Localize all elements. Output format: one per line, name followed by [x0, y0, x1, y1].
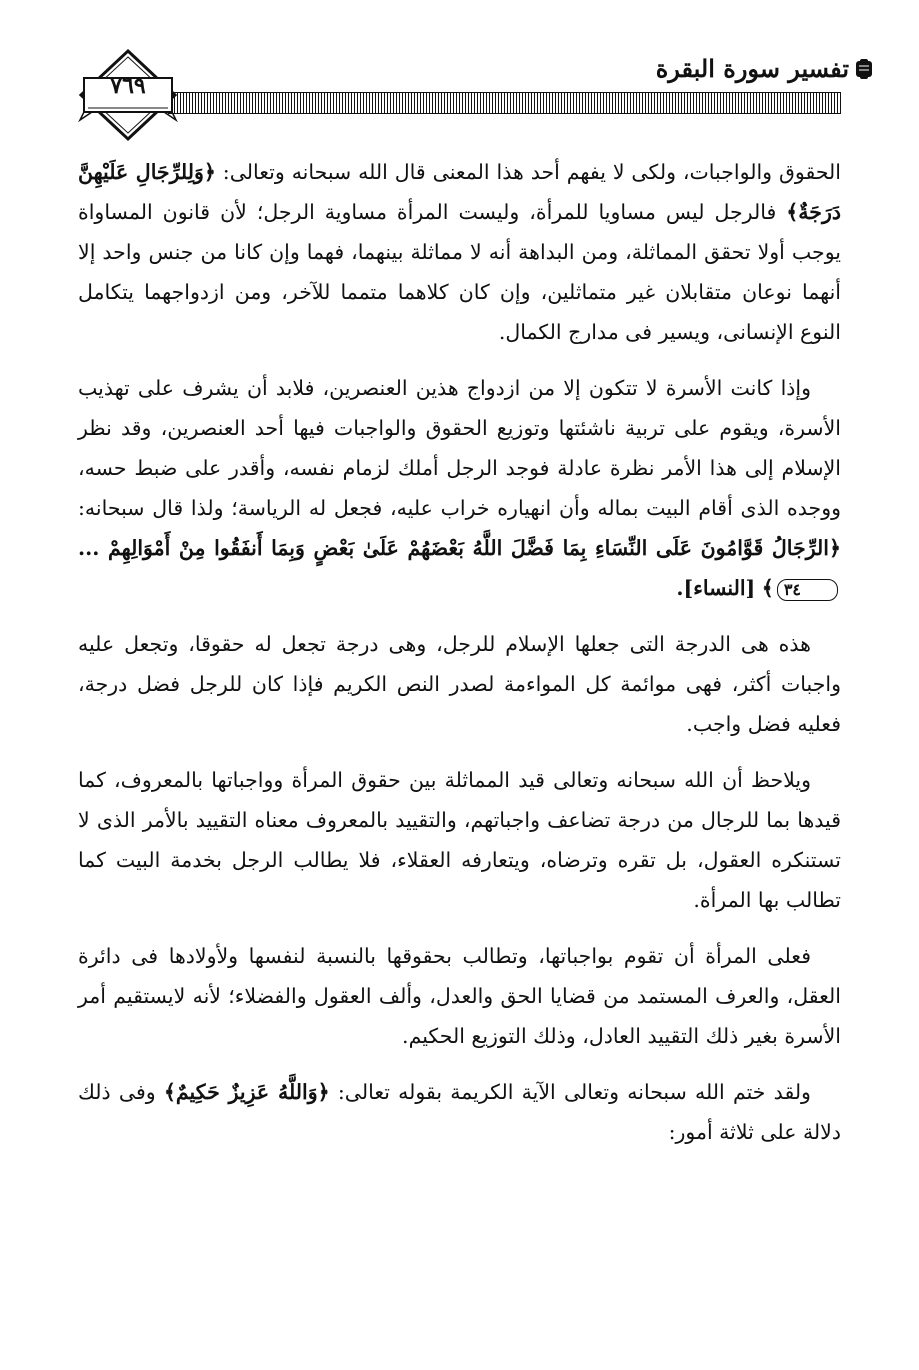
quran-verse: ﴿وَاللَّهُ عَزِيزٌ حَكِيمٌ﴾ — [163, 1080, 330, 1104]
quran-verse: ﴿وَلِلرِّجَالِ عَلَيْهِنَّ دَرَجَةٌ﴾ — [78, 160, 841, 224]
paragraph-1-text-a: الحقوق والواجبات، ولكى لا يفهم أحد هذا المعنى قال الله سبحانه وتعالى: — [222, 160, 841, 184]
page-body — [78, 152, 841, 1168]
running-title: تفسير سورة البقرة — [655, 54, 849, 83]
surah-reference: [النساء]. — [676, 576, 756, 600]
paragraph-2 — [78, 368, 841, 608]
paragraph-5: فعلى المرأة أن تقوم بواجباتها، وتطالب بحقوقها بالنسبة لنفسها ولأولادها فى دائرة العقل، والعرف المستمد من قضايا الحق والعدل، وألف العقول والفضلاء؛ لأنه لايستقيم أمر الأسرة بغير ذلك التقييد العادل، وذلك التوزيع الحكيم. — [78, 944, 841, 1048]
header-rule — [168, 92, 841, 114]
page-number: ٧٦٩ — [110, 73, 146, 99]
paragraph-1-text-b: فالرجل ليس مساويا للمرأة، وليست المرأة مساوية الرجل؛ لأن قانون المساواة يوجب أولا تحقق المماثلة، ومن البداهة أنه لا مماثلة بينهما، فهما وإن كانا من جنس واحد إلا أنهما نوعان متقابلان غير متماثلين، وإن كان كلاهما متمما للآخر، ومن ازدواجهما يتكامل النوع الإنسانى، ويسير فى مدارج الكمال. — [78, 200, 841, 344]
paragraph-6-text-a: ولقد ختم الله سبحانه وتعالى الآية الكريمة بقوله تعالى: — [337, 1080, 811, 1104]
paragraph-2-text: وإذا كانت الأسرة لا تتكون إلا من ازدواج هذين العنصرين، فلابد أن يشرف على تهذيب الأسرة، ويقوم على تربية ناشئتها وتوزيع الحقوق والواجبات فيها أحد العنصرين، وقد نظر الإسلام إلى هذا الأمر نظرة عادلة فوجد الرجل أملك لزمام نفسه، وأقدر على ضبط حسه، ووجده الذى أقام البيت بماله وأن انهياره خراب عليه، فجعل له الرياسة؛ ولذا قال سبحانه: — [78, 376, 841, 520]
paragraph-3: هذه هى الدرجة التى جعلها الإسلام للرجل، وهى درجة تجعل له حقوقا، وتجعل عليه واجبات أكثر، فهى موائمة كل المواءمة لصدر النص الكريم فإذا كان للرجل فضل درجة، فعليه فضل واجب. — [78, 632, 841, 736]
page-header — [0, 0, 919, 140]
book-ornament-icon — [855, 58, 873, 80]
paragraph-4: ويلاحظ أن الله سبحانه وتعالى قيد المماثلة بين حقوق المرأة وواجباتها بالمعروف، كما قيدها بما للرجال من درجة تضاعف واجباتهم، والتقييد بالمعروف معناه التقييد بالأمر الذى لا تستنكره العقول، بل تقره وترضاه، ويتعارفه العقلاء، فلا يطالب الرجل بخدمة البيت كما تطالب بها المرأة. — [78, 768, 841, 912]
paragraph-6 — [78, 1072, 841, 1152]
ayah-number-mark: ٣٤ — [777, 579, 838, 601]
quran-verse: ﴿الرِّجَالُ قَوَّامُونَ عَلَى النِّسَاءِ بِمَا فَضَّلَ اللَّهُ بَعْضَهُمْ عَلَىٰ بَعْضٍ وَبِمَا أَنفَقُوا مِنْ أَمْوَالِهِمْ ... — [78, 536, 841, 560]
quran-bracket: ﴾ — [761, 576, 774, 600]
paragraph-6-text-b: وفى ذلك دلالة على ثلاثة أمور: — [78, 1080, 841, 1144]
paragraph-1 — [78, 152, 841, 352]
